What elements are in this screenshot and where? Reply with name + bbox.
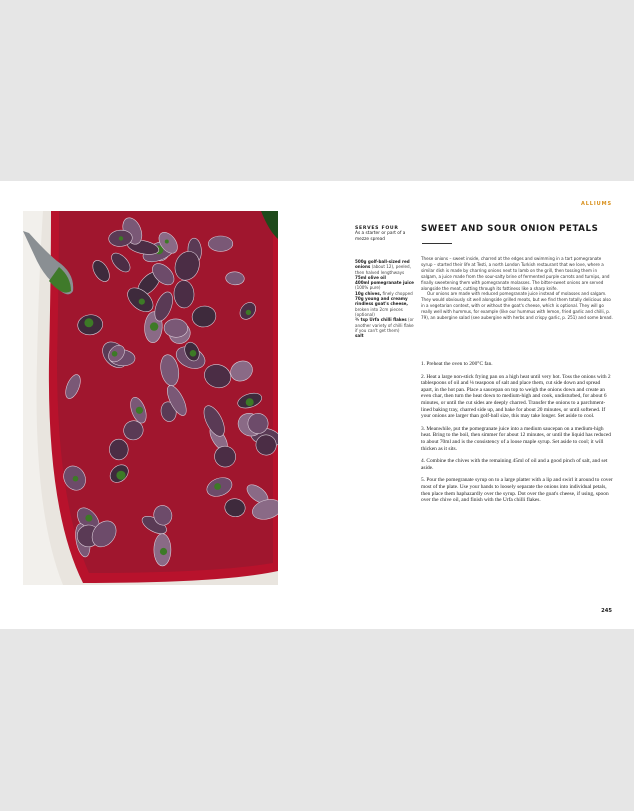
- recipe-intro: [421, 256, 613, 321]
- ingredient-item: ¾ tsp Urfa chilli flakes (or another variety of chilli flake if you can't get them): [355, 317, 414, 333]
- title-rule: [422, 243, 452, 244]
- serves-heading: SERVES FOUR: [355, 226, 399, 231]
- intro-paragraph: These onions – sweet inside, charred at the edges and swimming in a tart pomegranate syrup – started their life at Testi, a north London Turkish restaurant that we love, where a similar dish is made by charring onions next to lamb on the grill, then tossing them in salgam, a juice made from the sour-salty brine of fermented purple carrots and turnips, and finally sweetening them with pomegranate molasses. The bitter-sweet onions are served alongside the meat, cutting through its fattiness like a sharp knife.: [421, 256, 610, 291]
- onion-petals-dish-image: [23, 211, 278, 585]
- ingredient-item: 70g young and creamy rindless goat's cheese, broken into 2cm pieces (optional): [355, 296, 408, 317]
- ingredient-item: 10g chives, finely chopped: [355, 290, 413, 296]
- recipe-photo: [23, 211, 278, 585]
- section-label: ALLIUMS: [580, 201, 612, 207]
- book-page: [0, 181, 634, 629]
- method-step: 5. Pour the pomegranate syrup on to a large platter with a lip and swirl it around to cover most of the plate. Use your hands to loosely separate the onions into individual petals, then place them haphazardly over the syrup. Dot over the goat's cheese, if using, spoon over the chive oil, and finish with the Urfa chilli flakes.: [421, 477, 613, 504]
- ingredient-item: 75ml olive oil: [355, 274, 386, 280]
- method-step: 4. Combine the chives with the remaining 45ml of oil and a good pinch of salt, and set aside.: [421, 458, 608, 471]
- page-number: 245: [601, 608, 612, 614]
- intro-paragraph: Our onions are made with reduced pomegranate juice instead of molasses and salgam. They would obviously sit well alongside grilled meats, but we find them totally delicious also in a vegetarian context, with or without the goat's cheese, which is optional. They will go really well with hummus, for example (like our hummus with lemon, fried garlic and chilli, p. 79), an aubergine salad (see aubergine with herbs and crispy garlic, p. 251) and some bread.: [421, 291, 613, 321]
- method-step: 2. Heat a large non-stick frying pan on a high heat until very hot. Toss the onions with 2 tablespoons of oil and ⅛ teaspoon of salt and place them, cut side down and spread apart, in the hot pan. Place a saucepan on top to weigh the onions down and create an even char, then turn the heat down to medium-high and cook, undisturbed, for about 6 minutes, or until the cut sides are deeply charred. Transfer the onions to a parchment-lined baking tray, charred side up, and bake for about 20 minutes, or until softened. If your onions are larger than golf-ball size, this may take longer. Set aside to cool.: [421, 373, 611, 420]
- ingredient-item: 500g golf-ball-sized red onions (about 12), peeled, then halved lengthways: [355, 259, 411, 275]
- method-steps: [421, 361, 613, 510]
- method-step: 1. Preheat the oven to 200°C fan.: [421, 361, 493, 367]
- ingredient-item: 400ml pomegranate juice (100% pure): [355, 280, 414, 291]
- ingredients-list: [355, 259, 417, 338]
- ingredient-item: salt: [355, 333, 364, 339]
- serves-subtitle: As a starter or part of a mezze spread: [355, 231, 406, 242]
- recipe-title: SWEET AND SOUR ONION PETALS: [421, 224, 599, 234]
- serves-block: [355, 226, 417, 242]
- method-step: 3. Meanwhile, put the pomegranate juice into a medium saucepan on a medium-high heat. Bring to the boil, then simmer for about 12 minutes, or until the liquid has reduced to about 70ml and is the consistency of a loose maple syrup. Set aside to cool; it will thicken as it sits.: [421, 425, 611, 452]
